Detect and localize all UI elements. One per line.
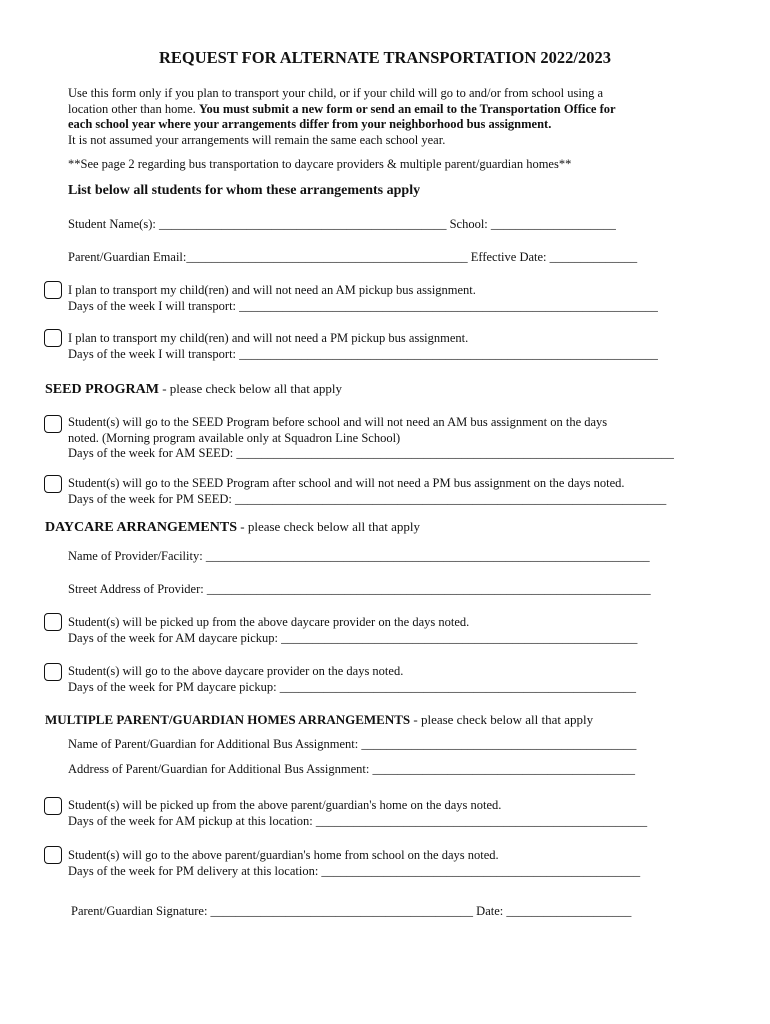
signature-date-field[interactable]: Parent/Guardian Signature: __________________________________________ Date: ____________________ bbox=[71, 904, 632, 918]
multi-pm-block bbox=[68, 848, 640, 879]
am-transport-days-field[interactable]: Days of the week I will transport: ___________________________________________________________________ bbox=[68, 298, 658, 313]
daycare-am-block bbox=[68, 615, 637, 646]
multi-am-block bbox=[68, 798, 647, 829]
intro-line-4: It is not assumed your arrangements will remain the same each school year. bbox=[68, 132, 446, 147]
multi-pm-days-field[interactable]: Days of the week for PM delivery at this location: ___________________________________________________ bbox=[68, 863, 641, 878]
page-title: REQUEST FOR ALTERNATE TRANSPORTATION 2022/2023 bbox=[158, 48, 612, 67]
multi-home-section-header: MULTIPLE PARENT/GUARDIAN HOMES ARRANGEMENTS - please check below all that apply bbox=[45, 712, 594, 727]
intro-note: **See page 2 regarding bus transportation to daycare providers & multiple parent/guardian homes** bbox=[68, 157, 572, 171]
seed-pm-checkbox[interactable] bbox=[44, 475, 62, 493]
seed-am-label-line-2: noted. (Morning program available only at Squadron Line School) bbox=[68, 430, 401, 445]
pm-transport-checkbox[interactable] bbox=[44, 329, 62, 347]
multi-am-checkbox[interactable] bbox=[44, 797, 62, 815]
pm-transport-label: I plan to transport my child(ren) and will not need a PM pickup bus assignment. bbox=[68, 331, 469, 345]
multi-pm-checkbox[interactable] bbox=[44, 846, 62, 864]
additional-guardian-name-field[interactable]: Name of Parent/Guardian for Additional Bus Assignment: ____________________________________________ bbox=[68, 737, 637, 751]
seed-am-checkbox[interactable] bbox=[44, 415, 62, 433]
daycare-section-header: DAYCARE ARRANGEMENTS - please check below all that apply bbox=[45, 519, 421, 535]
daycare-am-days-field[interactable]: Days of the week for AM daycare pickup: _________________________________________________________ bbox=[68, 630, 638, 645]
student-names-field[interactable]: Student Name(s): ______________________________________________ School: ____________________ bbox=[68, 217, 616, 231]
intro-line-1: Use this form only if you plan to transport your child, or if your child will go to and/or from school using a bbox=[68, 86, 603, 100]
am-transport-block bbox=[68, 283, 658, 314]
daycare-am-label: Student(s) will be picked up from the above daycare provider on the days noted. bbox=[68, 615, 470, 629]
daycare-pm-checkbox[interactable] bbox=[44, 663, 62, 681]
pm-transport-block bbox=[68, 331, 658, 362]
provider-address-field[interactable]: Street Address of Provider: _______________________________________________________________________ bbox=[68, 582, 651, 596]
daycare-pm-block bbox=[68, 664, 636, 695]
intro-line-3: each school year where your arrangements differ from your neighborhood bus assignment. bbox=[68, 117, 552, 131]
am-transport-checkbox[interactable] bbox=[44, 281, 62, 299]
seed-am-block bbox=[68, 415, 674, 462]
am-transport-label: I plan to transport my child(ren) and will not need an AM pickup bus assignment. bbox=[68, 283, 476, 297]
multi-pm-label: Student(s) will go to the above parent/guardian's home from school on the days noted. bbox=[68, 848, 499, 862]
daycare-am-checkbox[interactable] bbox=[44, 613, 62, 631]
provider-name-field[interactable]: Name of Provider/Facility: _______________________________________________________________________ bbox=[68, 549, 650, 563]
seed-am-days-field[interactable]: Days of the week for AM SEED: ______________________________________________________________________ bbox=[68, 446, 674, 460]
seed-am-label-line-1: Student(s) will go to the SEED Program before school and will not need an AM bus assignment on the days bbox=[68, 415, 608, 429]
multi-am-label: Student(s) will be picked up from the above parent/guardian's home on the days noted. bbox=[68, 798, 502, 812]
seed-pm-block bbox=[68, 476, 666, 507]
multi-am-days-field[interactable]: Days of the week for AM pickup at this location: _____________________________________________________ bbox=[68, 813, 648, 828]
intro-paragraph bbox=[68, 86, 616, 148]
seed-pm-label: Student(s) will go to the SEED Program after school and will not need a PM bus assignment on the days noted. bbox=[68, 476, 625, 490]
students-heading: List below all students for whom these arrangements apply bbox=[68, 183, 421, 198]
parent-email-field[interactable]: Parent/Guardian Email:_____________________________________________ Effective Date: ______________ bbox=[68, 250, 638, 264]
seed-section-header: SEED PROGRAM - please check below all that apply bbox=[45, 381, 342, 397]
additional-guardian-address-field[interactable]: Address of Parent/Guardian for Additional Bus Assignment: __________________________________________ bbox=[68, 762, 635, 776]
intro-line-2: location other than home. You must submit a new form or send an email to the Transportation Office for bbox=[68, 101, 616, 116]
daycare-pm-label: Student(s) will go to the above daycare provider on the days noted. bbox=[68, 664, 404, 678]
seed-pm-days-field[interactable]: Days of the week for PM SEED: _____________________________________________________________________ bbox=[68, 491, 667, 506]
pm-transport-days-field[interactable]: Days of the week I will transport: ___________________________________________________________________ bbox=[68, 346, 658, 361]
daycare-pm-days-field[interactable]: Days of the week for PM daycare pickup: _________________________________________________________ bbox=[68, 679, 636, 694]
